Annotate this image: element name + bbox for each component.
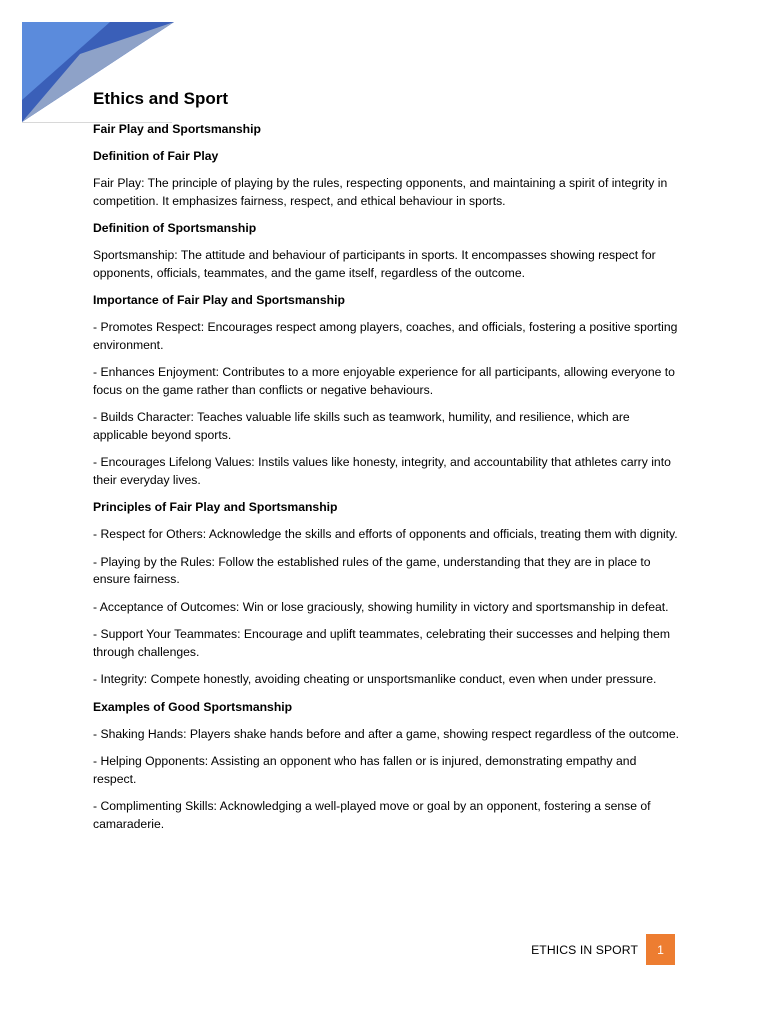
page-footer <box>531 934 675 965</box>
body-paragraph: Fair Play: The principle of playing by the rules, respecting opponents, and maintaining a spirit of integrity in competition. It emphasizes fairness, respect, and ethical behaviour in sports. <box>93 176 668 208</box>
body-paragraph: - Integrity: Compete honestly, avoiding cheating or unsportsmanlike conduct, even when under pressure. <box>93 672 657 686</box>
body-paragraph: - Helping Opponents: Assisting an opponent who has fallen or is injured, demonstrating empathy and respect. <box>93 754 637 786</box>
section-heading: Definition of Sportsmanship <box>93 221 257 235</box>
section-heading: Examples of Good Sportsmanship <box>93 699 293 714</box>
document-body <box>93 89 681 843</box>
section-heading: Definition of Fair Play <box>93 149 219 163</box>
section-heading: Importance of Fair Play and Sportsmanship <box>93 293 345 307</box>
body-paragraph: - Playing by the Rules: Follow the established rules of the game, understanding that they are in place to ensure fairness. <box>93 554 651 586</box>
section-heading: Principles of Fair Play and Sportsmanship <box>93 500 338 514</box>
document-blocks <box>93 121 681 833</box>
body-paragraph: - Respect for Others: Acknowledge the skills and efforts of opponents and officials, treating them with dignity. <box>93 527 678 541</box>
section-heading: Fair Play and Sportsmanship <box>93 122 261 136</box>
page-number-badge <box>646 934 675 965</box>
body-paragraph: - Encourages Lifelong Values: Instils values like honesty, integrity, and accountability that athletes carry into their everyday lives. <box>93 455 671 487</box>
page-number: 1 <box>657 942 664 957</box>
body-paragraph: - Builds Character: Teaches valuable life skills such as teamwork, humility, and resilience, which are applicable beyond sports. <box>93 410 630 442</box>
document-title: Ethics and Sport <box>93 89 229 108</box>
body-paragraph: Sportsmanship: The attitude and behaviour of participants in sports. It encompasses showing respect for opponents, officials, teammates, and the game itself, regardless of the outcome. <box>93 248 656 280</box>
body-paragraph: - Enhances Enjoyment: Contributes to a more enjoyable experience for all participants, allowing everyone to focus on the game rather than conflicts or negative behaviours. <box>93 365 675 397</box>
body-paragraph: - Support Your Teammates: Encourage and uplift teammates, celebrating their successes and helping them through challenges. <box>93 627 670 659</box>
body-paragraph: - Complimenting Skills: Acknowledging a well-played move or goal by an opponent, fostering a sense of camaraderie. <box>93 799 651 831</box>
body-paragraph: - Shaking Hands: Players shake hands before and after a game, showing respect regardless of the outcome. <box>93 726 680 741</box>
body-paragraph: - Acceptance of Outcomes: Win or lose graciously, showing humility in victory and sportsmanship in defeat. <box>93 599 669 614</box>
body-paragraph: - Promotes Respect: Encourages respect among players, coaches, and officials, fostering a positive sporting environment. <box>93 320 678 352</box>
footer-label: ETHICS IN SPORT <box>531 942 638 957</box>
